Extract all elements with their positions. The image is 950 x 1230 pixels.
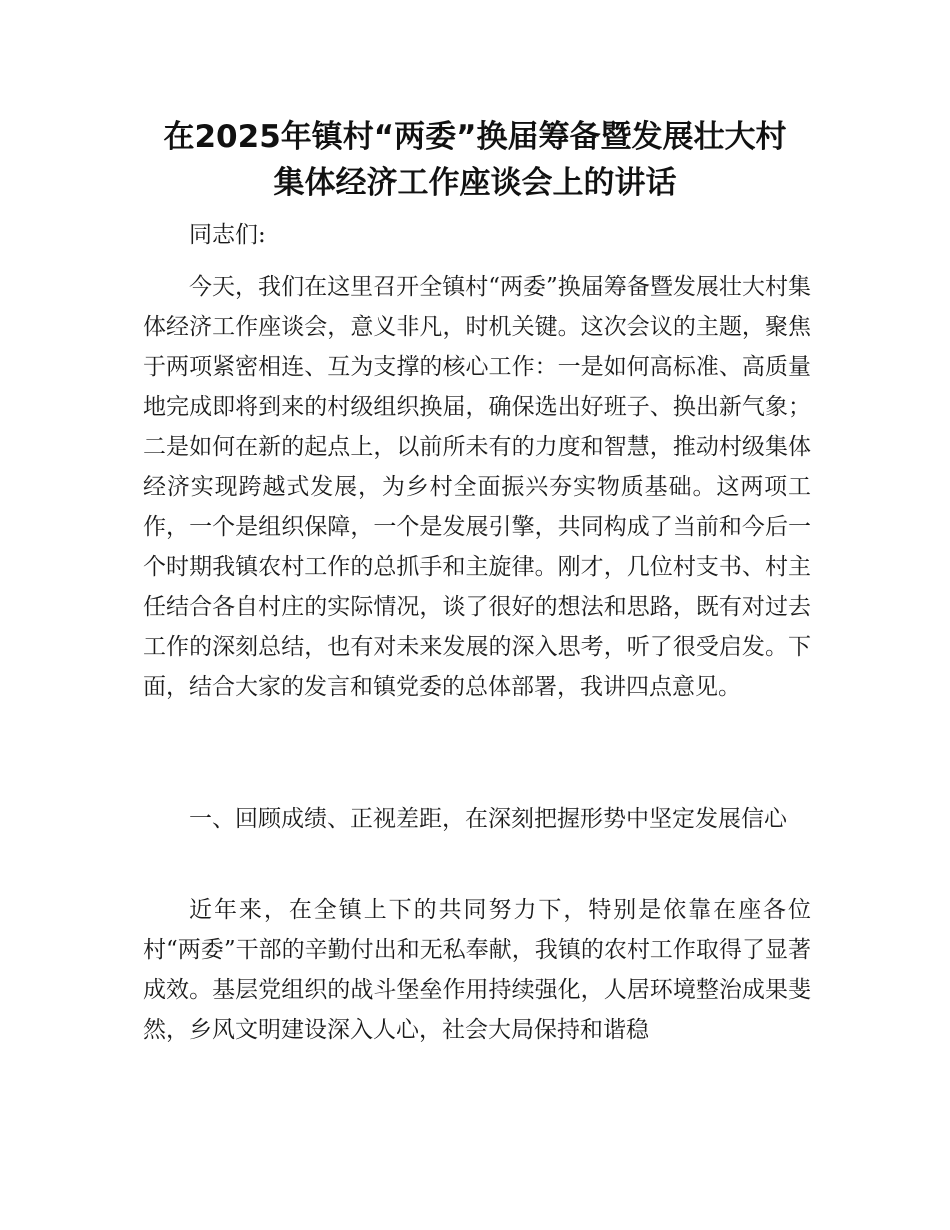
paragraph-intro xyxy=(143,267,811,707)
paragraph-intro-text: 今天，我们在这里召开全镇村“两委”换届筹备暨发展壮大村集体经济工作座谈会，意义非凡，时机关键。这次会议的主题，聚焦于两项紧密相连、互为支撑的核心工作：一是如何高标准、高质量地完成即将到来的村级组织换届，确保选出好班子、换出新气象；二是如何在新的起点上，以前所未有的力度和智慧，推动村级集体经济实现跨越式发展，为乡村全面振兴夯实物质基础。这两项工作，一个是组织保障，一个是发展引擎，共同构成了当前和今后一个时期我镇农村工作的总抓手和主旋律。刚才，几位村支书、村主任结合各自村庄的实际情况，谈了很好的想法和思路，既有对过去工作的深刻总结，也有对未来发展的深入思考，听了很受启发。下面，结合大家的发言和镇党委的总体部署，我讲四点意见。 xyxy=(143,274,811,700)
document-title-line-2: 集体经济工作座谈会上的讲话 xyxy=(273,165,677,201)
section-heading-1-text: 一、回顾成绩、正视差距，在深刻把握形势中坚定发展信心 xyxy=(189,806,787,832)
document-title-line-1: 在2025年镇村“两委”换届筹备暨发展壮大村 xyxy=(163,119,787,155)
paragraph-section-1-text: 近年来，在全镇上下的共同努力下，特别是依靠在座各位村“两委”干部的辛勤付出和无私奉献，我镇的农村工作取得了显著成效。基层党组织的战斗堡垒作用持续强化，人居环境整治成果斐然，乡风文明建设深入人心，社会大局保持和谐稳 xyxy=(143,897,811,1043)
paragraph-section-1 xyxy=(143,890,811,1050)
salutation-text: 同志们: xyxy=(189,222,266,248)
salutation xyxy=(143,215,811,255)
section-heading-1 xyxy=(143,799,811,839)
